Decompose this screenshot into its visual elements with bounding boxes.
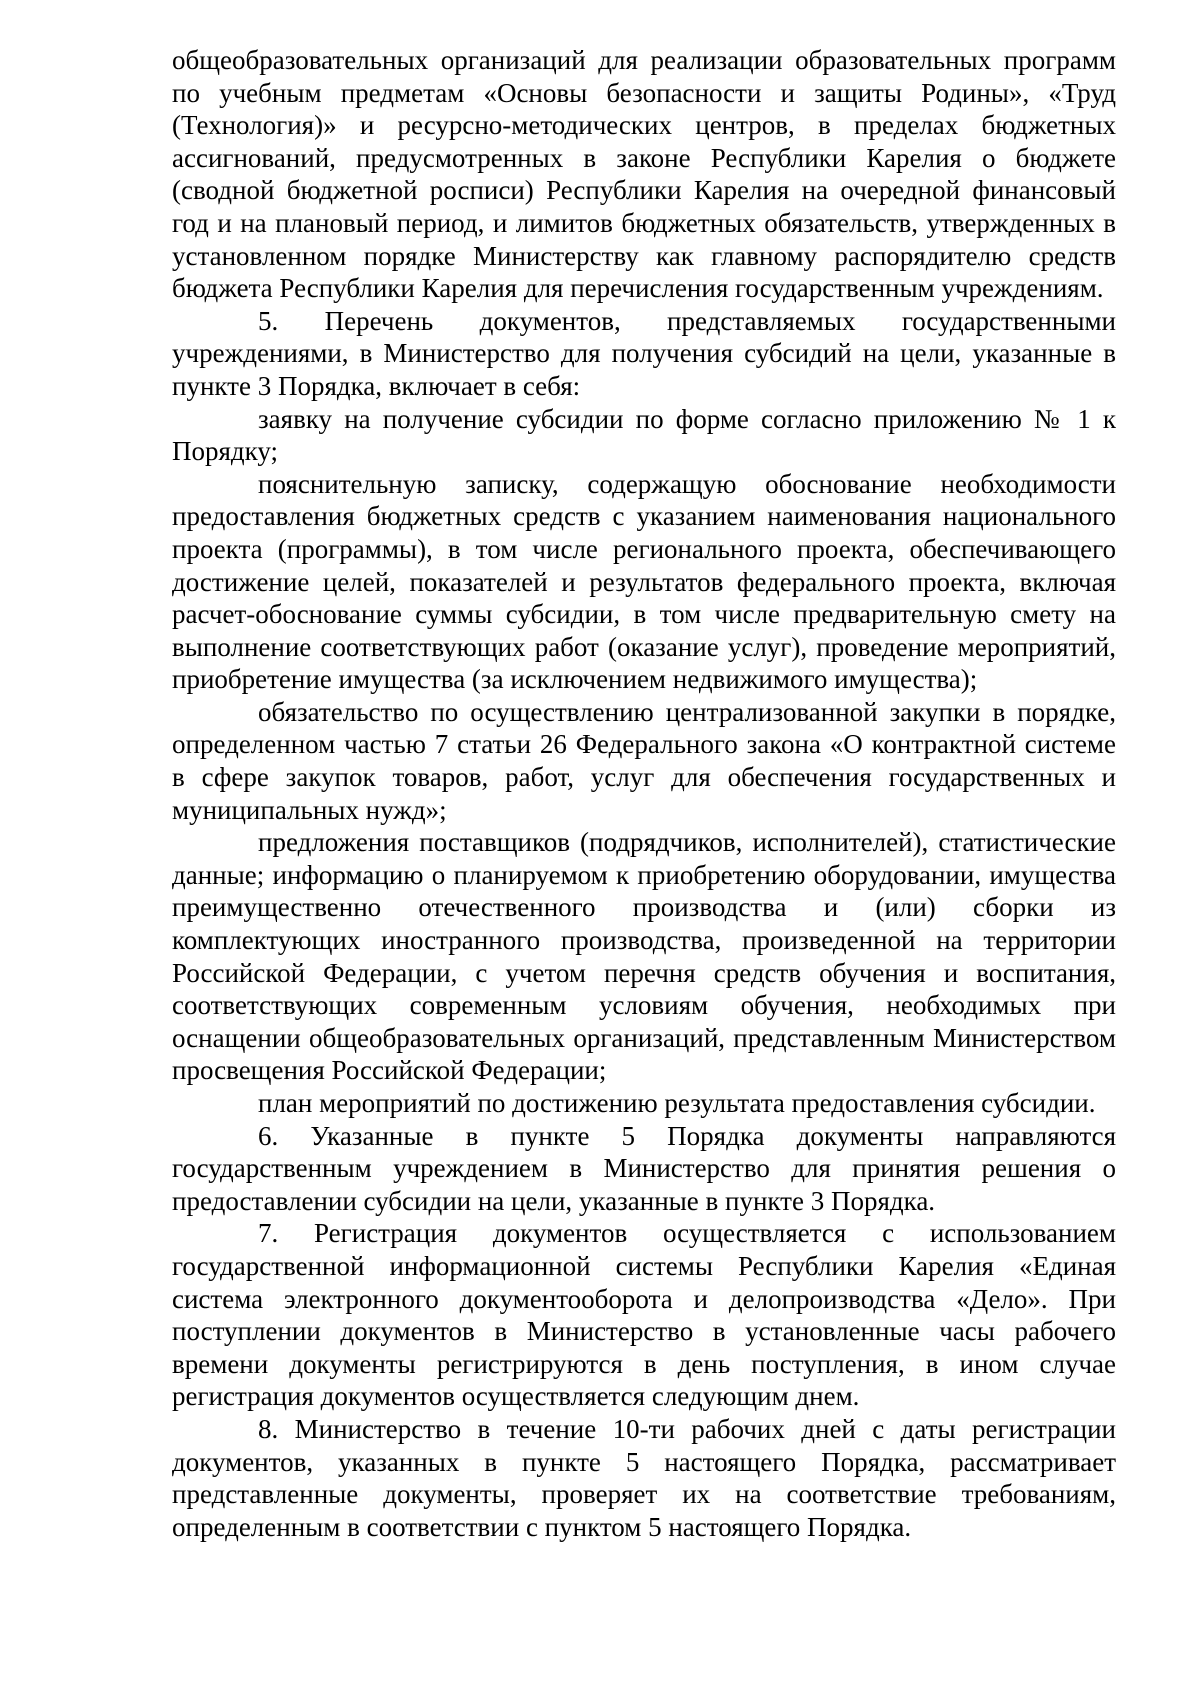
paragraph-item-7: 7. Регистрация документов осуществляется с использованием государственной информационной системы Республики Карелия «Единая система электронного документооборота и делопроизводства «Дело». При поступлении документов в Министерство в установленные часы рабочего времени документы регистрируются в день поступления, в ином случае регистрация документов осуществляется следующим днем. — [172, 1218, 1116, 1412]
paragraph-item-5-explanatory-note: пояснительную записку, содержащую обоснование необходимости предоставления бюджетных средств с указанием наименования национального проекта (программы), в том числе регионального проекта, обеспечивающего достижение целей, показателей и результатов федерального проекта, включая расчет-обоснование суммы субсидии, в том числе предварительную смету на выполнение соответствующих работ (оказание услуг), проведение мероприятий, приобретение имущества (за исключением недвижимого имущества); — [172, 468, 1116, 695]
paragraph-item-5-obligation: обязательство по осуществлению централизованной закупки в порядке, определенном частью 7 статьи 26 Федерального закона «О контрактной системе в сфере закупок товаров, работ, услуг для обеспечения государственных и муниципальных нужд»; — [172, 696, 1116, 825]
paragraph-item-5: 5. Перечень документов, представляемых государственными учреждениями, в Министерство для получения субсидий на цели, указанные в пункте 3 Порядка, включает в себя: — [172, 305, 1116, 401]
paragraph-item-5-plan: план мероприятий по достижению результата предоставления субсидии. — [258, 1088, 1096, 1118]
paragraph-item-6: 6. Указанные в пункте 5 Порядка документы направляются государственным учреждением в Министерство для принятия решения о предоставлении субсидии на цели, указанные в пункте 3 Порядка. — [172, 1120, 1116, 1216]
paragraph-continuation: общеобразовательных организаций для реализации образовательных программ по учебным предметам «Основы безопасности и защиты Родины», «Труд (Технология)» и ресурсно-методических центров, в пределах бюджетных ассигнований, предусмотренных в законе Республики Карелия о бюджете (сводной бюджетной росписи) Республики Карелия на очередной финансовый год и на плановый период, и лимитов бюджетных обязательств, утвержденных в установленном порядке Министерству как главному распорядителю средств бюджета Республики Карелия для перечисления государственным учреждениям. — [172, 45, 1116, 304]
paragraph-item-8: 8. Министерство в течение 10-ти рабочих дней с даты регистрации документов, указанных в пункте 5 настоящего Порядка, рассматривает представленные документы, проверяет их на соответствие требованиям, определенным в соответствии с пунктом 5 настоящего Порядка. — [172, 1413, 1116, 1542]
paragraph-item-5-proposals: предложения поставщиков (подрядчиков, исполнителей), статистические данные; информацию о планируемом к приобретению оборудовании, имущества преимущественно отечественного производства и (или) сборки из комплектующих иностранного производства, произведенной на территории Российской Федерации, с учетом перечня средств обучения и воспитания, соответствующих современным условиям обучения, необходимых при оснащении общеобразовательных организаций, представленным Министерством просвещения Российской Федерации; — [172, 827, 1116, 1086]
paragraph-item-5-application: заявку на получение субсидии по форме согласно приложению № 1 к Порядку; — [172, 403, 1116, 467]
document-body — [172, 44, 1116, 1543]
